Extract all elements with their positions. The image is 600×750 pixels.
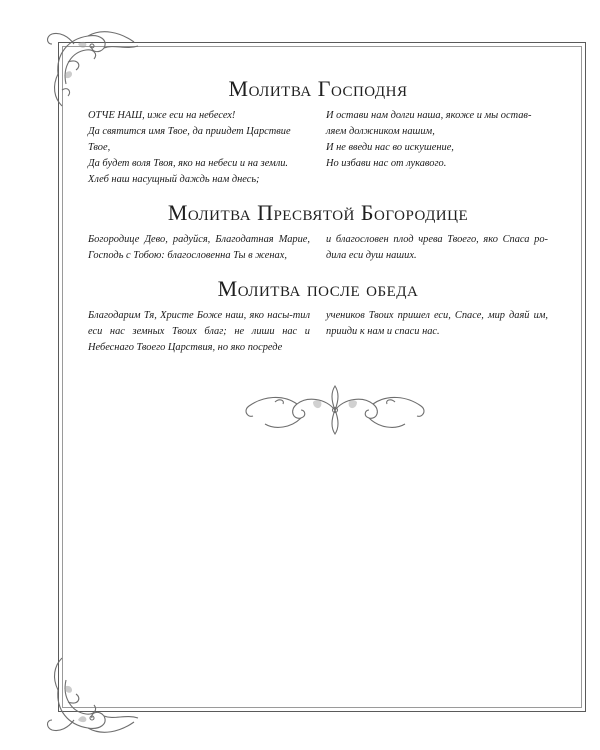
prayer-line: ОТЧЕ НАШ, иже еси на небесех! [88, 110, 236, 121]
prayer-line: Да святится имя Твое, да приидет Царствие [88, 126, 291, 137]
prayer-body [88, 308, 548, 356]
prayer-text: Богородице Дево, радуйся, Благодатная Марие, Господь с Тобою: благословенна Ты в женах, [88, 234, 310, 261]
prayer-title: Молитва после обеда [217, 276, 419, 301]
prayer-line: И остави нам долги наша, якоже и мы остав- [326, 110, 532, 121]
prayer-left-column [88, 232, 310, 264]
prayer-section-theotokos [88, 200, 548, 264]
corner-flourish-bottom-left-icon [38, 650, 148, 750]
prayers-content [88, 70, 548, 356]
prayer-line: Да будет воля Твоя, яко на небеси и на земли. [88, 158, 289, 169]
prayer-line: ляем должником нашим, [326, 126, 435, 137]
prayer-left-column [88, 108, 310, 188]
prayer-line: Хлеб наш насущный даждь нам днесь; [88, 174, 260, 185]
prayer-body [88, 232, 548, 264]
prayer-section-lords-prayer [88, 76, 548, 188]
scroll-ornament-icon [235, 380, 435, 440]
prayer-body [88, 108, 548, 188]
prayer-text: учеников Твоих пришел еси, Спасе, мир даяй им, прииди к нам и спаси нас. [326, 310, 548, 337]
prayer-right-column [326, 232, 548, 264]
prayer-line: Твое, [88, 142, 111, 153]
prayer-text: Благодарим Тя, Христе Боже наш, яко насы-тил еси нас земных Твоих благ; не лиши нас и Небеснаго Твоего Царствия, но яко посреде [88, 310, 310, 353]
prayer-text: и благословен плод чрева Твоего, яко Спаса ро-дила еси душ наших. [326, 234, 548, 261]
prayer-title: Молитва Господня [228, 76, 408, 101]
prayer-right-column [326, 308, 548, 356]
prayer-right-column [326, 108, 548, 188]
prayer-section-after-meal [88, 276, 548, 356]
prayer-title: Молитва Пресвятой Богородице [167, 200, 469, 225]
prayer-line: И не введи нас во искушение, [326, 142, 454, 153]
prayer-line: Но избави нас от лукавого. [326, 158, 447, 169]
prayer-left-column [88, 308, 310, 356]
